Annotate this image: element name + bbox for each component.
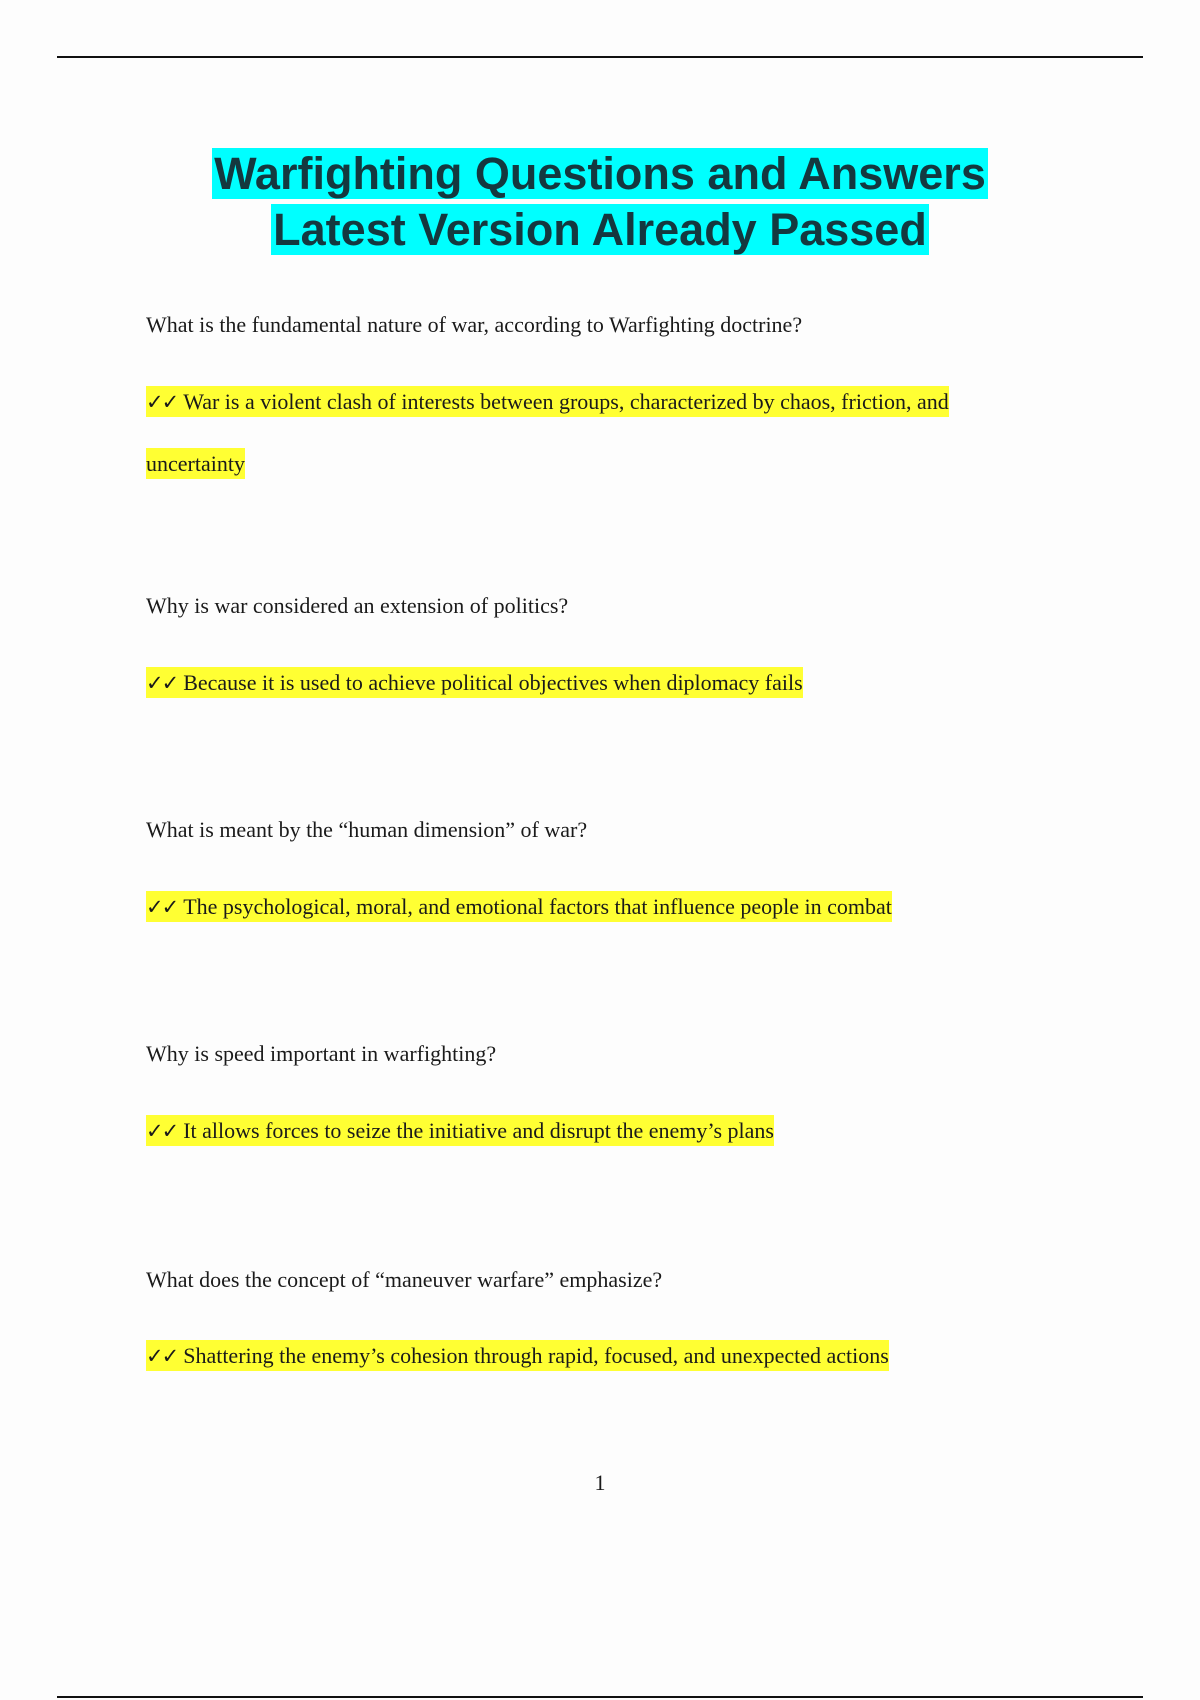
answer-1-text: War is a violent clash of interests between groups, characterized by chaos, friction, and uncertainty [146, 389, 949, 476]
double-check-icon: ✓✓ [146, 1344, 178, 1368]
double-check-icon: ✓✓ [146, 895, 178, 919]
question-5: What does the concept of “maneuver warfare” emphasize? [146, 1267, 663, 1292]
answer-4 [146, 1100, 1046, 1162]
double-check-icon: ✓✓ [146, 390, 178, 414]
answer-2 [146, 652, 1046, 714]
answer-5 [146, 1325, 1046, 1387]
title-line-2: Latest Version Already Passed [273, 204, 927, 255]
answer-5-text: Shattering the enemy’s cohesion through rapid, focused, and unexpected actions [183, 1343, 889, 1368]
answer-3 [146, 876, 1046, 938]
answer-1 [146, 371, 1046, 494]
footer-rule [57, 1696, 1143, 1698]
question-4: Why is speed important in warfighting? [146, 1041, 497, 1066]
page-number: 1 [594, 1470, 606, 1495]
question-1: What is the fundamental nature of war, according to Warfighting doctrine? [146, 312, 803, 337]
double-check-icon: ✓✓ [146, 1119, 178, 1143]
header-rule [57, 56, 1143, 58]
answer-2-text: Because it is used to achieve political objectives when diplomacy fails [183, 670, 803, 695]
title-line-1: Warfighting Questions and Answers [214, 148, 986, 199]
question-2: Why is war considered an extension of politics? [146, 593, 569, 618]
answer-4-text: It allows forces to seize the initiative and disrupt the enemy’s plans [183, 1118, 774, 1143]
double-check-icon: ✓✓ [146, 671, 178, 695]
answer-3-text: The psychological, moral, and emotional factors that influence people in combat [183, 894, 892, 919]
document-title [0, 146, 1200, 258]
question-3: What is meant by the “human dimension” of war? [146, 817, 588, 842]
